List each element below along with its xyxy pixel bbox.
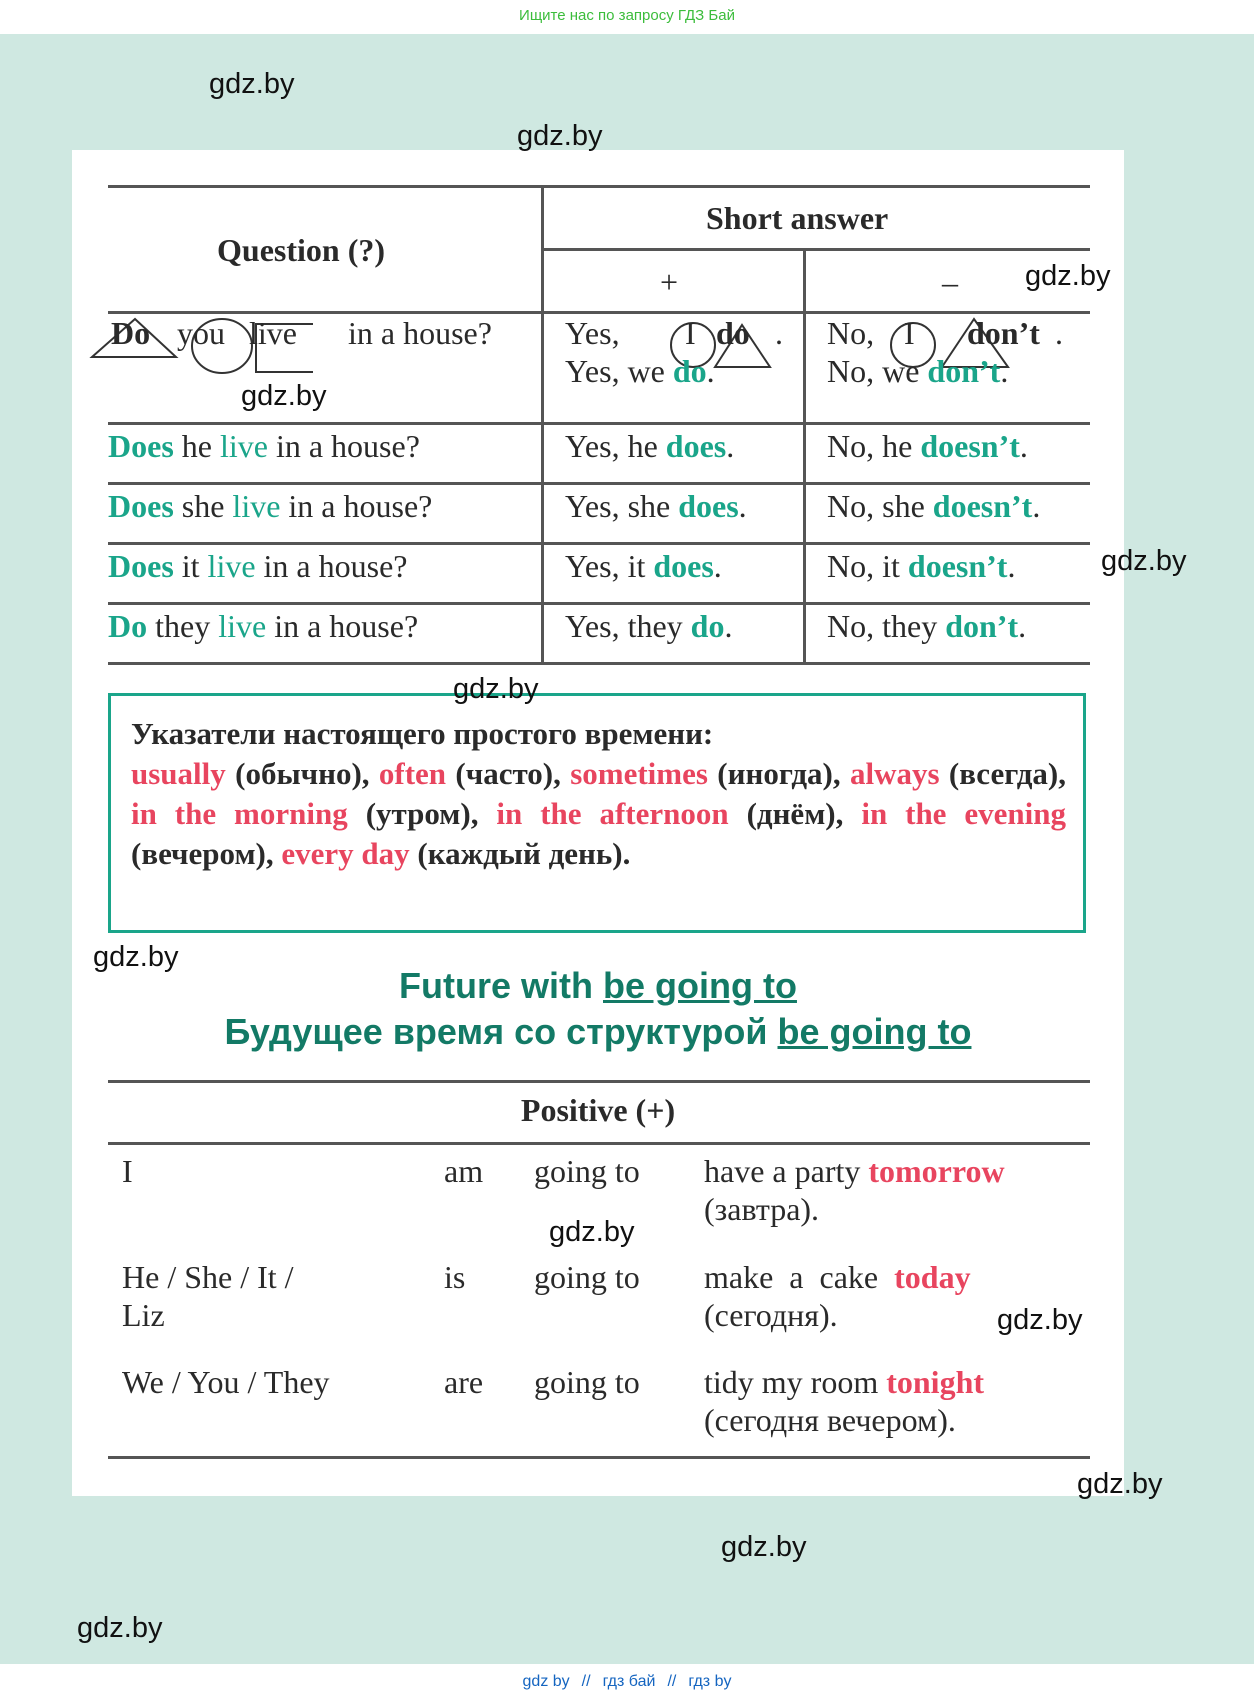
pos-row1-going: going to [534, 1153, 640, 1189]
row2-yes: Yes, he does. [565, 428, 735, 464]
pos-row2-subj: He / She / It / [122, 1259, 294, 1295]
watermark: gdz.by [1101, 545, 1187, 577]
row1-no-i: I [904, 315, 915, 351]
row5-question: Do they live in a house? [108, 608, 419, 644]
watermark: gdz.by [549, 1216, 635, 1248]
table-rule-row2 [108, 482, 1090, 485]
pos-row3-rest: tidy my room tonight [704, 1364, 985, 1400]
row1-you: you [177, 315, 225, 351]
top-banner[interactable]: Ищите нас по запросу ГДЗ Бай [0, 0, 1254, 34]
row1-do: Do [111, 315, 151, 351]
link-separator: // [581, 1673, 591, 1690]
link-gdz-by[interactable]: gdz by [522, 1673, 570, 1690]
row1-yes-do: do [716, 315, 750, 351]
future-heading-ru: Будущее время со структурой be going to [224, 1011, 972, 1052]
pos-row1-rest2: (завтра). [704, 1191, 820, 1227]
watermark: gdz.by [517, 120, 603, 152]
row3-no: No, she doesn’t. [827, 488, 1041, 524]
positive-rule-header [108, 1142, 1090, 1145]
header-plus: + [660, 264, 679, 300]
future-heading-en: Future with be going to [399, 965, 797, 1006]
row1-no-a: No, [827, 315, 875, 351]
header-minus: – [942, 264, 958, 300]
row1-live: live [249, 315, 297, 351]
header-short-answer: Short answer [706, 200, 889, 236]
link-gdz-bai[interactable]: гдз бай [602, 1673, 656, 1690]
pos-row1-subj: I [122, 1153, 133, 1189]
row1-yes-a: Yes, [565, 315, 620, 351]
watermark: gdz.by [209, 68, 295, 100]
row1-no-dot: . [1055, 315, 1063, 351]
row1-yes-dot: . [775, 315, 783, 351]
table-rule-short-answer [543, 248, 1090, 251]
table-divider-1 [541, 185, 544, 665]
row4-question: Does it live in a house? [108, 548, 408, 584]
row1-no-dont: don’t [967, 315, 1040, 351]
table-rule-header [108, 311, 1090, 314]
watermark: gdz.by [1077, 1468, 1163, 1500]
bottom-links [0, 1664, 1254, 1703]
positive-rule-bottom [108, 1456, 1090, 1459]
link-gdz-by-ru[interactable]: гдз by [688, 1673, 732, 1690]
watermark: gdz.by [997, 1304, 1083, 1336]
watermark: gdz.by [453, 673, 539, 705]
row1-no2: No, we don’t. [827, 353, 1009, 389]
row1-rest: in a house? [348, 315, 492, 351]
indicators-text: Указатели настоящего простого времени: usually (обычно), often (часто), sometimes (иногда), always (всегда), in the morning (утром), in the afternoon (днём), in the evening (вечером), every day (каждый день). [131, 716, 1066, 871]
table-rule-row1 [108, 422, 1090, 425]
indicators-title: Указатели настоящего простого времени: [131, 716, 714, 751]
row1-yes-i: I [685, 315, 696, 351]
pos-row3-going: going to [534, 1364, 640, 1400]
row2-question: Does he live in a house? [108, 428, 420, 464]
positive-header: Positive (+) [520, 1092, 676, 1128]
row5-yes: Yes, they do. [565, 608, 733, 644]
row3-yes: Yes, she does. [565, 488, 747, 524]
pos-row2-rest: make a cake today [704, 1259, 971, 1295]
table-rule-top [108, 185, 1090, 188]
pos-row1-be: am [444, 1153, 484, 1189]
pos-row2-subj2: Liz [122, 1297, 165, 1333]
pos-row3-subj: We / You / They [122, 1364, 330, 1400]
table-rule-row4 [108, 602, 1090, 605]
row1-yes2: Yes, we do. [565, 353, 715, 389]
row4-yes: Yes, it does. [565, 548, 722, 584]
row5-no: No, they don’t. [827, 608, 1027, 644]
pos-row2-rest2: (сегодня). [704, 1297, 838, 1333]
header-question: Question (?) [217, 232, 385, 268]
row2-no: No, he doesn’t. [827, 428, 1028, 464]
positive-rule-top [108, 1080, 1090, 1083]
row4-no: No, it doesn’t. [827, 548, 1016, 584]
table-rule-bottom [108, 662, 1090, 665]
pos-row3-rest2: (сегодня вечером). [704, 1402, 956, 1438]
indicators-box [108, 693, 1086, 933]
link-separator: // [667, 1673, 677, 1690]
watermark: gdz.by [1025, 260, 1111, 292]
watermark: gdz.by [241, 380, 327, 412]
textbook-page [72, 150, 1124, 1496]
table-divider-2 [803, 248, 806, 665]
pos-row1-rest: have a party tomorrow [704, 1153, 1005, 1189]
table-rule-row3 [108, 542, 1090, 545]
row3-question: Does she live in a house? [108, 488, 433, 524]
watermark: gdz.by [721, 1531, 807, 1563]
watermark: gdz.by [93, 941, 179, 973]
pos-row2-be: is [444, 1259, 466, 1295]
watermark: gdz.by [77, 1612, 163, 1644]
pos-row2-going: going to [534, 1259, 640, 1295]
pos-row3-be: are [444, 1364, 484, 1400]
